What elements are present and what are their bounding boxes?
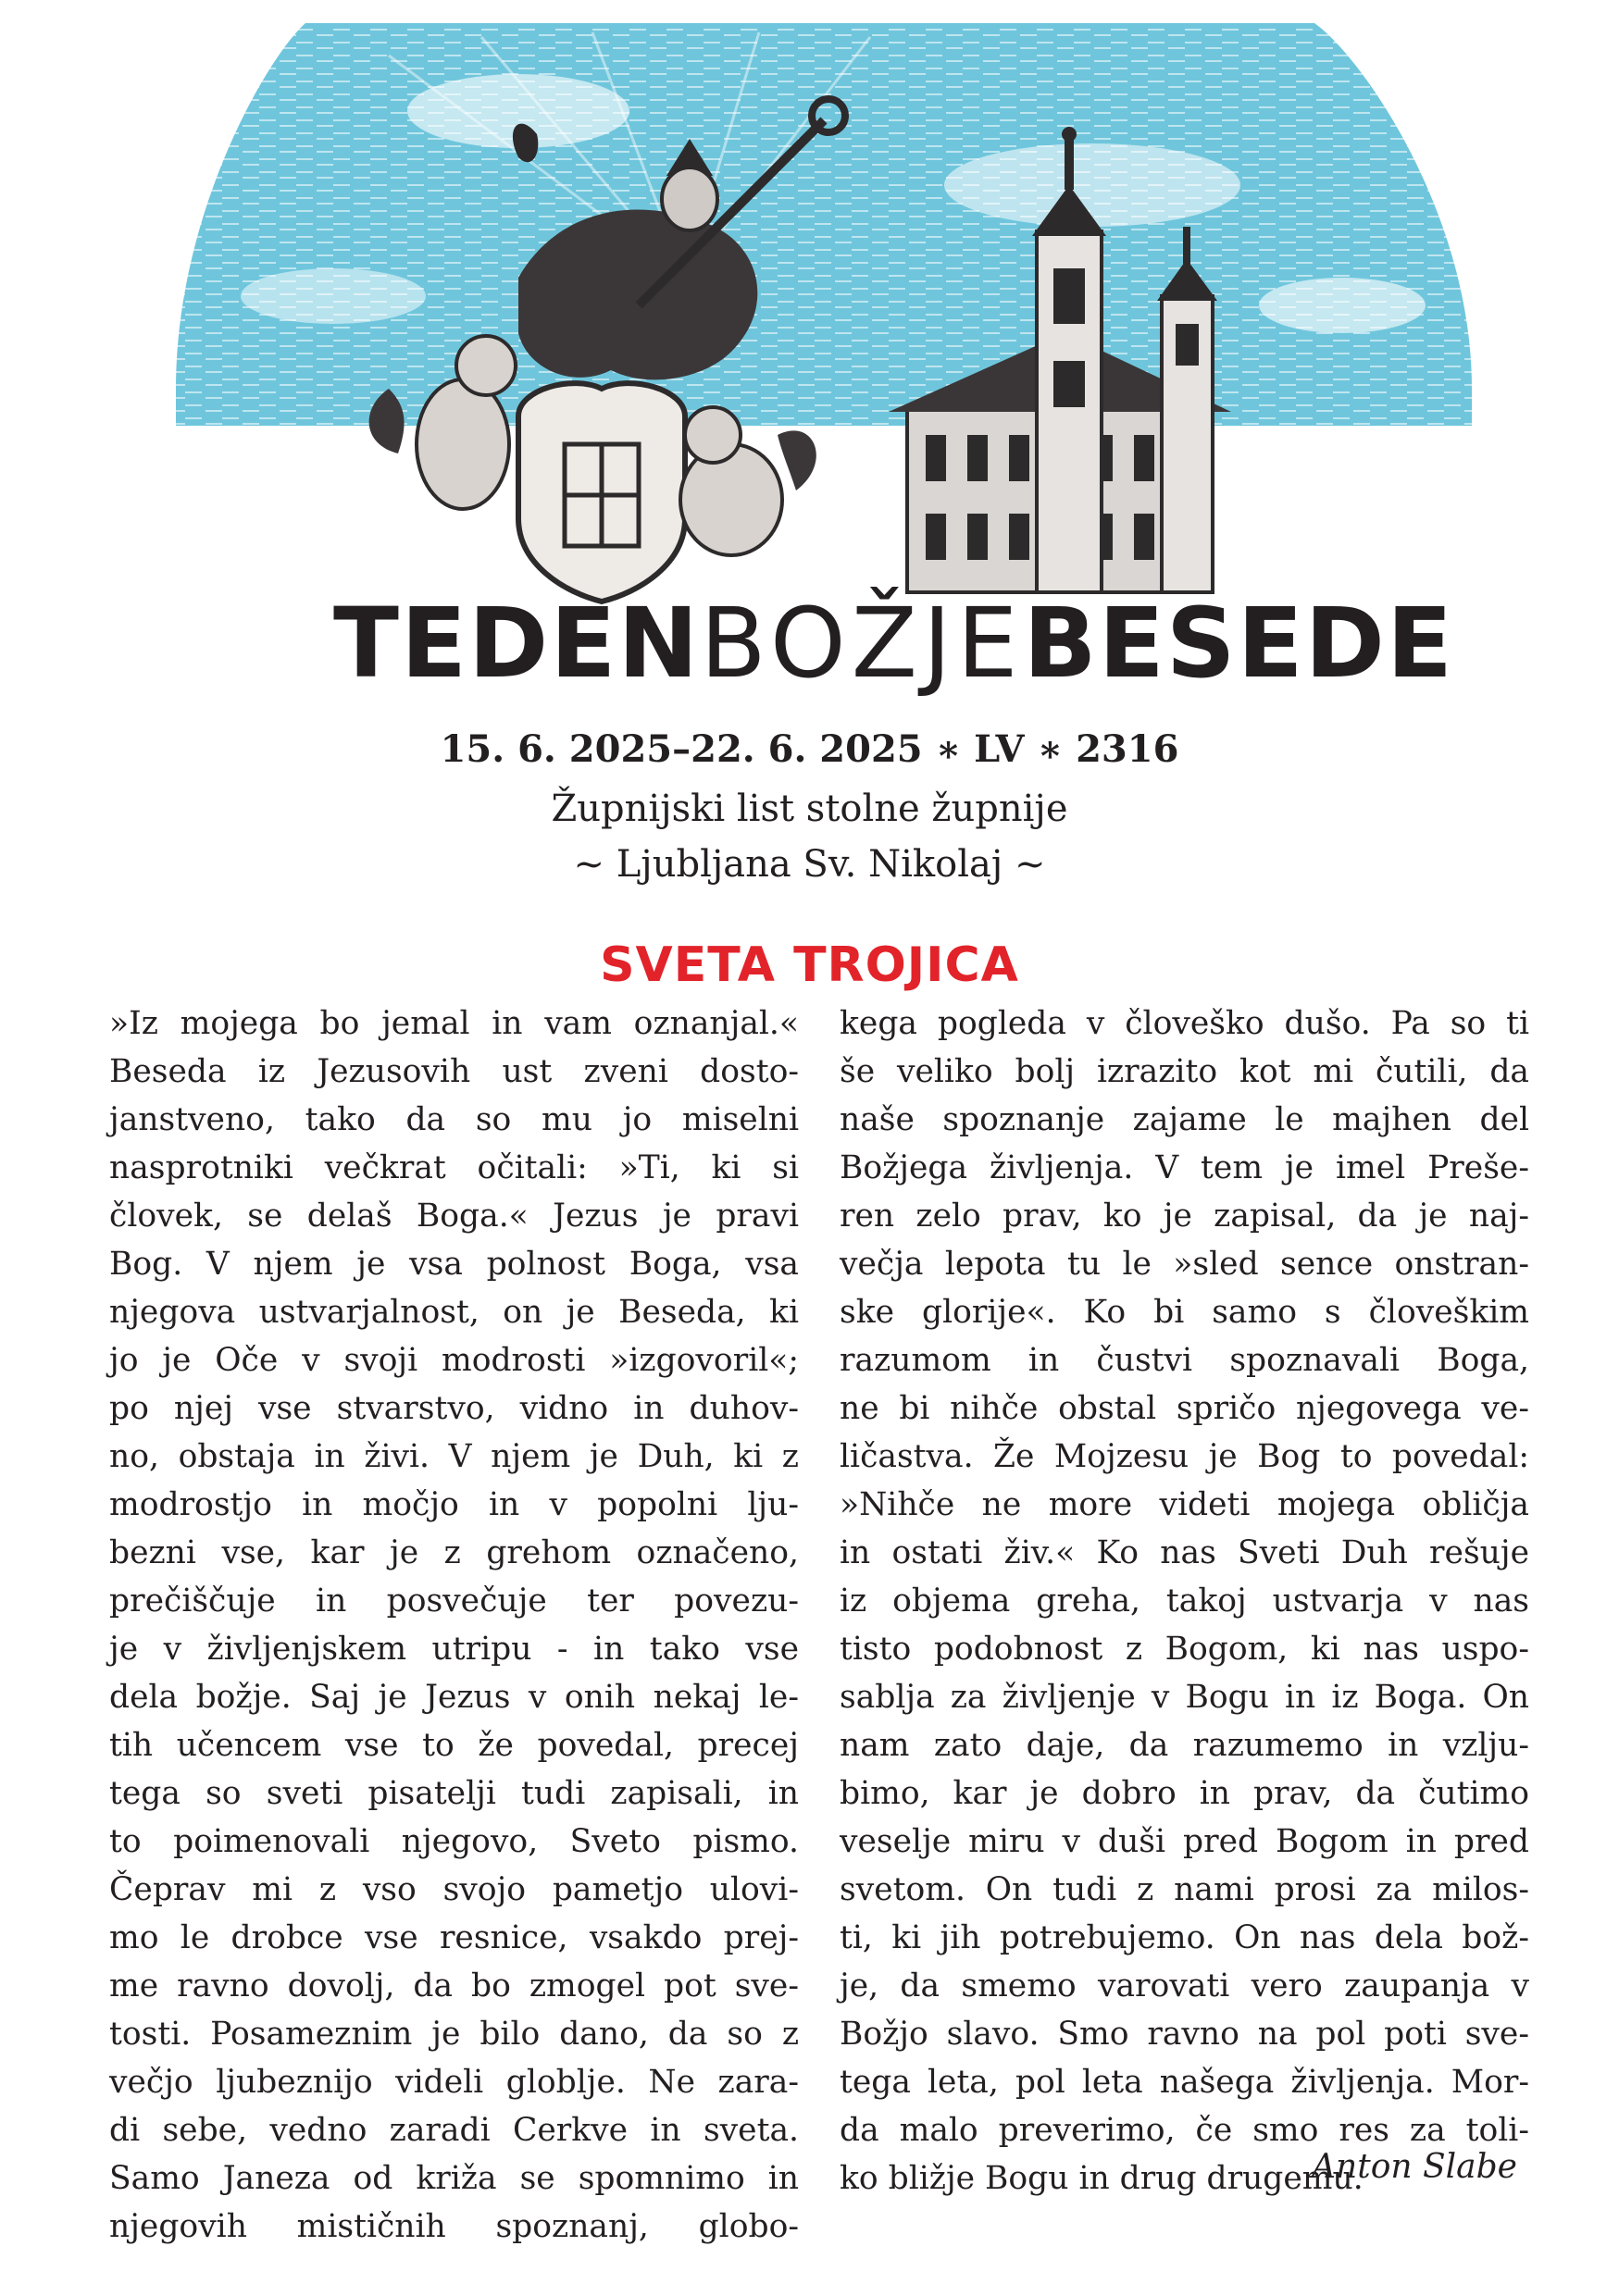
text-line: njegova ustvarjalnost, on je Beseda, ki xyxy=(109,1294,799,1331)
text-line: dela božje. Saj je Jezus v onih nekaj le- xyxy=(109,1679,799,1716)
text-line: »Nihče ne more videti mojega obličja xyxy=(840,1486,1529,1523)
title-teden: TEDEN xyxy=(333,587,701,700)
subtitle: Župnijski list stolne župnije xyxy=(551,788,1068,830)
text-line: prečiščuje in posvečuje ter povezu- xyxy=(109,1582,799,1620)
text-line: človek, se delaš Boga.« Jezus je pravi xyxy=(109,1198,799,1235)
text-line: ko bližje Bogu in drug drugemu. xyxy=(840,2160,1364,2197)
sky-dome xyxy=(176,23,1472,426)
issue-separator: ∗ xyxy=(935,727,962,771)
text-line: tega so sveti pisatelji tudi zapisali, in xyxy=(109,1775,799,1812)
text-line: ličastva. Že Mojzesu je Bog to povedal: xyxy=(840,1438,1529,1475)
text-line: sablja za življenje v Bogu in iz Boga. On xyxy=(840,1679,1529,1716)
text-line: Čeprav mi z vso svojo pametjo ulovi- xyxy=(109,1871,799,1908)
text-line: me ravno dovolj, da bo zmogel pot sve- xyxy=(109,1967,799,2004)
text-line: Božjega življenja. V tem je imel Preše- xyxy=(840,1149,1529,1186)
text-line: bezni vse, kar je z grehom označeno, xyxy=(109,1534,799,1571)
text-line: in ostati živ.« Ko nas Sveti Duh rešuje xyxy=(840,1534,1529,1571)
text-line: veselje miru v duši pred Bogom in pred xyxy=(840,1823,1529,1860)
text-line: naše spoznanje zajame le majhen del xyxy=(840,1101,1529,1138)
text-line: mo le drobce vse resnice, vsakdo prej- xyxy=(109,1919,799,1956)
article-author: Anton Slabe xyxy=(1312,2148,1517,2186)
text-line: Beseda iz Jezusovih ust zveni dosto- xyxy=(109,1053,799,1090)
text-line: ren zelo prav, ko je zapisal, da je naj- xyxy=(840,1198,1529,1235)
text-line: nam zato daje, da razumemo in vzlju- xyxy=(840,1727,1529,1764)
text-line: je v življenjskem utripu - in tako vse xyxy=(109,1631,799,1668)
article-column-right xyxy=(840,999,1529,2203)
text-line: po njej vse stvarstvo, vidno in duhov- xyxy=(109,1390,799,1427)
text-line: da malo preverimo, če smo res za toli- xyxy=(840,2112,1529,2149)
text-line: še veliko bolj izrazito kot mi čutili, da xyxy=(840,1053,1529,1090)
text-line: tosti. Posameznim je bilo dano, da so z xyxy=(109,2016,799,2053)
text-line: to poimenovali njegovo, Sveto pismo. xyxy=(109,1823,799,1860)
text-line: tega leta, pol leta našega življenja. Mor- xyxy=(840,2064,1529,2101)
text-line: iz objema greha, takoj ustvarja v nas xyxy=(840,1582,1529,1620)
issue-number: 2316 xyxy=(1076,727,1179,771)
issue-volume: LV xyxy=(974,727,1025,771)
text-line: večjo ljubeznijo videli globlje. Ne zara- xyxy=(109,2064,799,2101)
text-line: di sebe, vedno zaradi Cerkve in sveta. xyxy=(109,2112,799,2149)
text-line: bimo, kar je dobro in prav, da čutimo xyxy=(840,1775,1529,1812)
text-line: svetom. On tudi z nami prosi za milos- xyxy=(840,1871,1529,1908)
article-column-left xyxy=(109,999,799,2251)
text-line: je, da smemo varovati vero zaupanja v xyxy=(840,1967,1529,2004)
issue-dates: 15. 6. 2025–22. 6. 2025 xyxy=(440,727,923,771)
text-line: nasprotniki večkrat očitali: »Ti, ki si xyxy=(109,1149,799,1186)
text-line: Božjo slavo. Smo ravno na pol poti sve- xyxy=(840,2016,1529,2053)
text-line: Bog. V njem je vsa polnost Boga, vsa xyxy=(109,1246,799,1283)
text-line: jo je Oče v svoji modrosti »izgovoril«; xyxy=(109,1342,799,1379)
masthead-title xyxy=(333,587,1455,700)
article-headline: SVETA TROJICA xyxy=(600,937,1019,993)
text-line: tih učencem vse to že povedal, precej xyxy=(109,1727,799,1764)
text-line: Samo Janeza od križa se spomnimo in xyxy=(109,2160,799,2197)
issue-line xyxy=(0,724,1619,776)
text-line: janstveno, tako da so mu jo miselni xyxy=(109,1101,799,1138)
place-line: ~ Ljubljana Sv. Nikolaj ~ xyxy=(573,843,1046,886)
text-line: tisto podobnost z Bogom, ki nas uspo- xyxy=(840,1631,1529,1668)
title-besede: BESEDE xyxy=(1023,587,1455,700)
text-line: njegovih mističnih spoznanj, globo- xyxy=(109,2208,799,2245)
text-line: ne bi nihče obstal spričo njegovega ve- xyxy=(840,1390,1529,1427)
text-line: kega pogleda v človeško dušo. Pa so ti xyxy=(840,1005,1529,1042)
text-line: ti, ki jih potrebujemo. On nas dela bož- xyxy=(840,1919,1529,1956)
text-line: večja lepota tu le »sled sence onstran- xyxy=(840,1246,1529,1283)
text-line: no, obstaja in živi. V njem je Duh, ki z xyxy=(109,1438,799,1475)
text-line: modrostjo in močjo in v popolni lju- xyxy=(109,1486,799,1523)
issue-separator: ∗ xyxy=(1037,727,1064,771)
title-bozje: BOŽJE xyxy=(700,587,1024,700)
text-line: ske glorije«. Ko bi samo s človeškim xyxy=(840,1294,1529,1331)
text-line: »Iz mojega bo jemal in vam oznanjal.« xyxy=(109,1005,799,1042)
text-line: razumom in čustvi spoznavali Boga, xyxy=(840,1342,1529,1379)
